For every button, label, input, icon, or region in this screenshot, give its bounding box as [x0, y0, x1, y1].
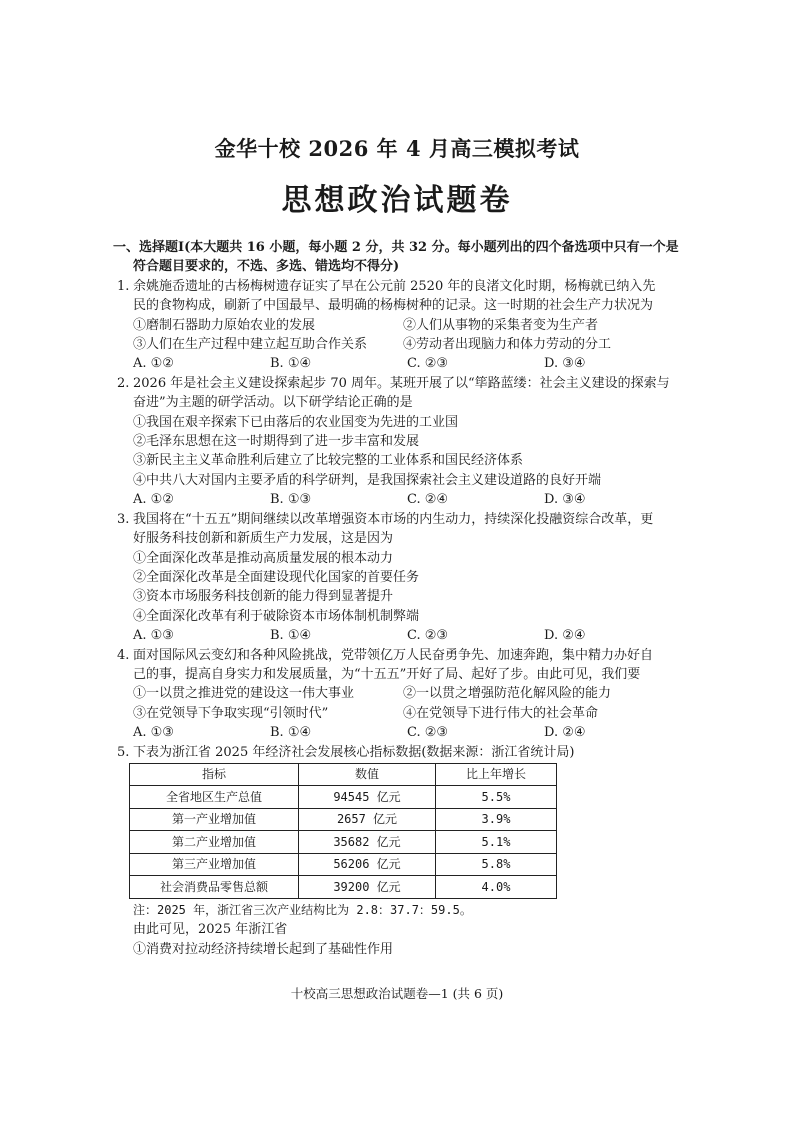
table-note: 注：2025 年，浙江省三次产业结构比为 2.8：37.7：59.5。 — [133, 902, 472, 917]
table-cell: 3.9% — [436, 808, 557, 831]
choice-b[interactable]: B. ①③ — [270, 492, 312, 508]
choice-a[interactable]: A. ①② — [133, 356, 174, 372]
choice-d[interactable]: D. ②④ — [544, 628, 586, 644]
option-statement: ②人们从事物的采集者变为生产者 — [403, 317, 599, 333]
question-stem-line: 民的食物构成，刷新了中国最早、最明确的杨梅树种的记录。这一时期的社会生产力状况为 — [133, 298, 654, 314]
table-cell: 第三产业增加值 — [130, 853, 299, 876]
option-statement: ②一以贯之增强防范化解风险的能力 — [403, 686, 612, 702]
question-number: 1. — [117, 278, 130, 294]
choice-d[interactable]: D. ③④ — [544, 356, 586, 372]
table-cell: 5.8% — [436, 853, 557, 876]
exam-subject-title: 思想政治试题卷 — [281, 183, 513, 218]
choice-a[interactable]: A. ①② — [133, 492, 174, 508]
choice-a[interactable]: A. ①③ — [133, 628, 174, 644]
question-stem-line: 面对国际风云变幻和各种风险挑战，党带领亿万人民奋勇争先、加速奔跑，集中精力办好自 — [133, 647, 654, 663]
question-stem-line: 奋进”为主题的研学活动。以下研学结论正确的是 — [133, 395, 413, 411]
page-footer: 十校高三思想政治试题卷—1 (共 6 页) — [290, 986, 504, 1001]
question-3 — [113, 510, 693, 646]
option-statement: ③资本市场服务科技创新的能力得到显著提升 — [133, 589, 394, 605]
table-cell: 第二产业增加值 — [130, 831, 299, 854]
table-cell: 35682 亿元 — [299, 831, 436, 854]
choice-d[interactable]: D. ②④ — [544, 725, 586, 741]
table-cell: 39200 亿元 — [299, 876, 436, 899]
option-statement: ③人们在生产过程中建立起互助合作关系 — [133, 337, 368, 353]
table-row — [130, 831, 557, 854]
option-statement: ②毛泽东思想在这一时期得到了进一步丰富和发展 — [133, 434, 420, 450]
question-number: 4. — [117, 647, 130, 663]
choice-c[interactable]: C. ②③ — [407, 725, 449, 741]
option-statement: ①我国在艰辛探索下已由落后的农业国变为先进的工业国 — [133, 414, 459, 430]
option-statement: ①消费对拉动经济持续增长起到了基础性作用 — [133, 941, 394, 957]
option-statement: ④在党领导下进行伟大的社会革命 — [403, 705, 599, 721]
choice-c[interactable]: C. ②③ — [407, 628, 449, 644]
question-2 — [113, 374, 693, 510]
section-heading: 一、选择题Ⅰ(本大题共 16 小题，每小题 2 分，共 32 分。每小题列出的四个备选项中只有一个是 — [113, 240, 679, 255]
table-cell: 社会消费品零售总额 — [130, 876, 299, 899]
question-5-cont — [113, 901, 693, 959]
choice-c[interactable]: C. ②④ — [407, 492, 449, 508]
section-heading-cont: 符合题目要求的，不选、多选、错选均不得分) — [133, 259, 400, 275]
option-statement: ①一以贯之推进党的建设这一伟大事业 — [133, 686, 355, 702]
table-cell: 5.1% — [436, 831, 557, 854]
choice-c[interactable]: C. ②③ — [407, 356, 449, 372]
table-row — [130, 786, 557, 809]
table-header-cell: 指标 — [130, 763, 299, 786]
question-number: 2. — [117, 375, 130, 391]
option-statement: ①磨制石器助力原始农业的发展 — [133, 317, 316, 333]
table-cell: 2657 亿元 — [299, 808, 436, 831]
table-cell: 第一产业增加值 — [130, 808, 299, 831]
table-row — [130, 876, 557, 899]
option-statement: ④全面深化改革有利于破除资本市场体制机制弊端 — [133, 608, 420, 624]
table-cell: 5.5% — [436, 786, 557, 809]
option-statement: ④中共八大对国内主要矛盾的科学研判，是我国探索社会主义建设道路的良好开端 — [133, 472, 602, 488]
question-lead: 由此可见，2025 年浙江省 — [133, 922, 288, 938]
question-number: 5. — [117, 744, 130, 760]
question-5 — [113, 743, 693, 762]
question-stem-line: 余姚施岙遗址的古杨梅树遗存证实了早在公元前 2520 年的良渚文化时期，杨梅就已纳入先 — [133, 278, 656, 294]
table-row — [130, 853, 557, 876]
table-header-cell: 数值 — [299, 763, 436, 786]
question-content — [113, 238, 693, 959]
table-row — [130, 808, 557, 831]
option-statement: ④劳动者出现脑力和体力劳动的分工 — [403, 337, 612, 353]
question-stem-line: 我国将在“十五五”期间继续以改革增强资本市场的内生动力，持续深化投融资综合改革，更 — [133, 511, 654, 527]
table-header-row — [130, 763, 557, 786]
question-stem-line: 好服务科技创新和新质生产力发展，这是因为 — [133, 531, 394, 547]
choice-a[interactable]: A. ①③ — [133, 725, 174, 741]
question-stem-line: 2026 年是社会主义建设探索起步 70 周年。某班开展了以“筚路蓝缕：社会主义建设的探索与 — [133, 375, 670, 391]
table-cell: 全省地区生产总值 — [130, 786, 299, 809]
option-statement: ①全面深化改革是推动高质量发展的根本动力 — [133, 550, 394, 566]
question-stem-line: 己的事，提高自身实力和发展质量，为“十五五”开好了局、起好了步。由此可见，我们要 — [133, 666, 641, 682]
question-4 — [113, 646, 693, 743]
table-cell: 94545 亿元 — [299, 786, 436, 809]
choice-d[interactable]: D. ③④ — [544, 492, 586, 508]
question-1 — [113, 277, 693, 374]
table-header-cell: 比上年增长 — [436, 763, 557, 786]
option-statement: ③在党领导下争取实现“引领时代” — [133, 705, 329, 721]
table-cell: 4.0% — [436, 876, 557, 899]
choice-b[interactable]: B. ①④ — [270, 628, 312, 644]
question-stem-line: 下表为浙江省 2025 年经济社会发展核心指标数据(数据来源：浙江省统计局) — [133, 744, 575, 760]
table-cell: 56206 亿元 — [299, 853, 436, 876]
exam-title: 金华十校 2026 年 4 月高三模拟考试 — [214, 136, 580, 161]
option-statement: ③新民主主义革命胜利后建立了比较完整的工业体系和国民经济体系 — [133, 453, 524, 469]
indicator-table — [129, 763, 557, 899]
choice-b[interactable]: B. ①④ — [270, 725, 312, 741]
option-statement: ②全面深化改革是全面建设现代化国家的首要任务 — [133, 569, 420, 585]
choice-b[interactable]: B. ①④ — [270, 356, 312, 372]
question-number: 3. — [117, 511, 130, 527]
